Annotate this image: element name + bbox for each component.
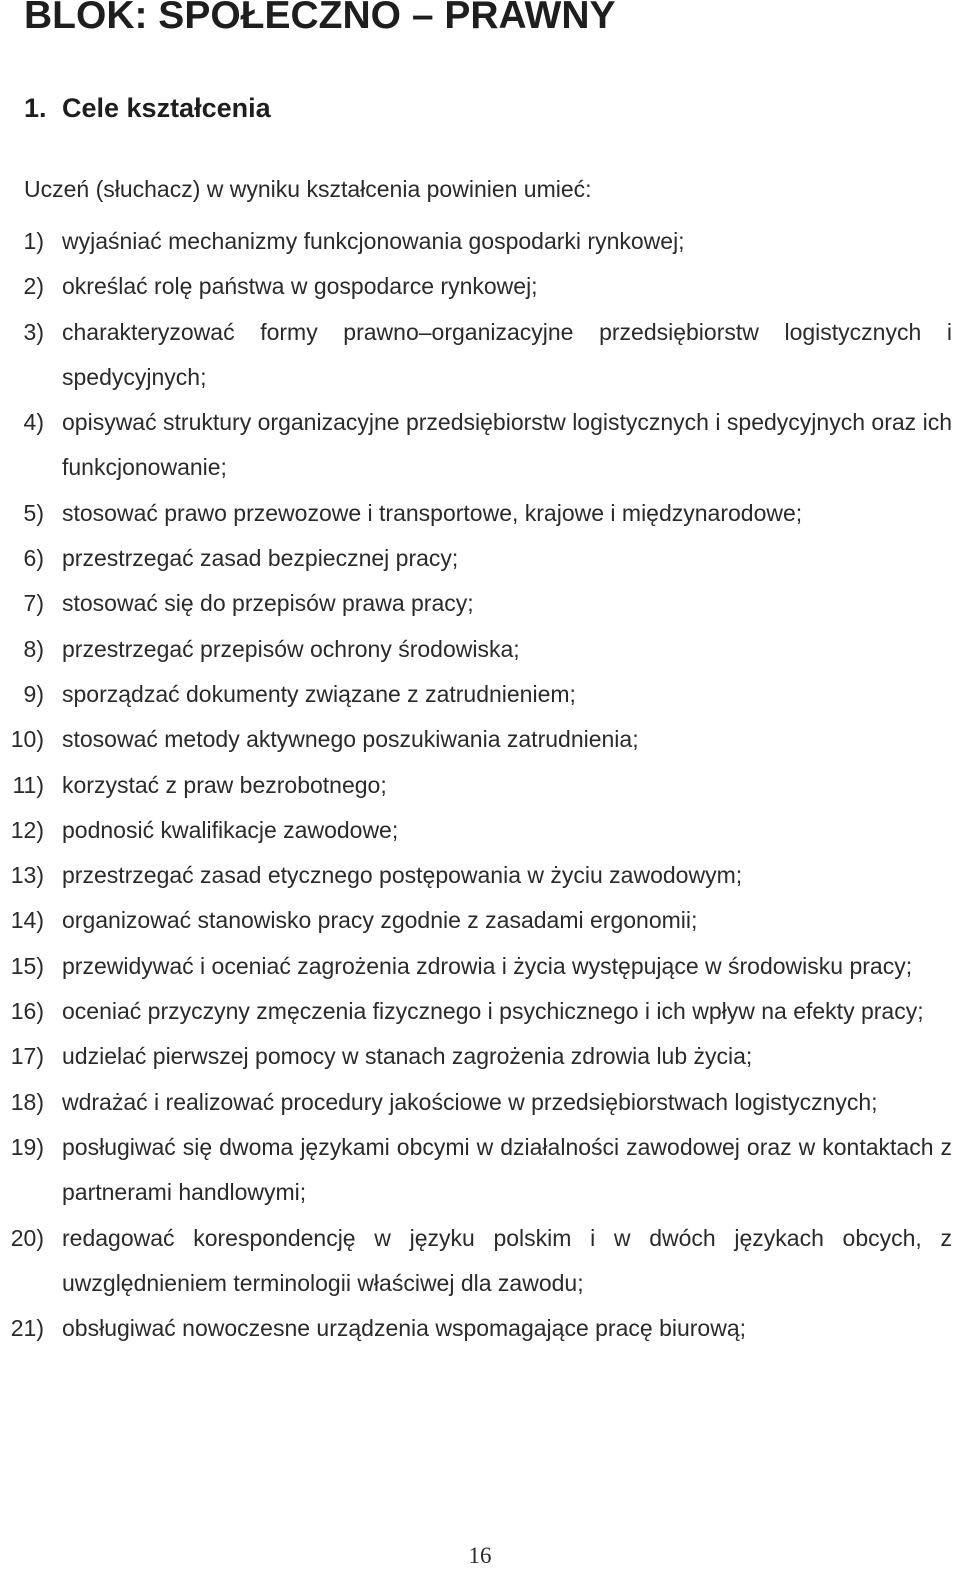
item-number: 13) xyxy=(10,862,44,889)
item-number: 19) xyxy=(10,1133,44,1160)
item-number: 17) xyxy=(10,1043,44,1070)
item-number: 6) xyxy=(23,545,44,572)
item-number: 14) xyxy=(10,907,44,934)
item-text: stosować prawo przewozowe i transportowe, krajowe i międzynarodowe; xyxy=(62,499,803,526)
item-text: posługiwać się dwoma językami obcymi w działalności zawodowej oraz w kontaktach z partnerami handlowymi; xyxy=(62,1133,952,1206)
item-number: 1) xyxy=(23,228,44,254)
block-title: BLOK: SPOŁECZNO – PRAWNY xyxy=(24,0,616,37)
list-item xyxy=(0,763,960,808)
item-number: 8) xyxy=(23,635,44,662)
item-number: 16) xyxy=(10,998,44,1025)
item-number: 12) xyxy=(10,816,44,843)
item-text: redagować korespondencję w języku polskim i w dwóch językach obcych, z uwzględnieniem terminologii właściwej dla zawodu; xyxy=(62,1224,952,1296)
section-number: 1. xyxy=(24,93,47,123)
item-text: wdrażać i realizować procedury jakościowe w przedsiębiorstwach logistycznych; xyxy=(62,1088,878,1115)
list-item xyxy=(0,989,960,1034)
list-item xyxy=(0,808,960,853)
list-item xyxy=(0,898,960,943)
list-item xyxy=(0,264,960,309)
section-heading xyxy=(24,90,271,126)
item-number: 10) xyxy=(10,726,44,753)
item-number: 5) xyxy=(23,499,44,526)
list-item xyxy=(0,400,960,491)
item-text: wyjaśniać mechanizmy funkcjonowania gospodarki rynkowej; xyxy=(62,228,685,254)
item-text: obsługiwać nowoczesne urządzenia wspomagające pracę biurową; xyxy=(62,1315,747,1342)
list-item xyxy=(0,1034,960,1079)
item-text: udzielać pierwszej pomocy w stanach zagrożenia zdrowia lub życia; xyxy=(62,1043,753,1070)
learning-goals-list xyxy=(0,219,960,1351)
item-text: organizować stanowisko pracy zgodnie z zasadami ergonomii; xyxy=(62,907,698,934)
item-number: 20) xyxy=(10,1224,44,1251)
item-number: 2) xyxy=(23,273,44,300)
item-text: sporządzać dokumenty związane z zatrudnieniem; xyxy=(62,680,576,707)
item-number: 4) xyxy=(23,409,44,436)
item-text: przewidywać i oceniać zagrożenia zdrowia i życia występujące w środowisku pracy; xyxy=(62,952,913,979)
item-text: przestrzegać zasad etycznego postępowania w życiu zawodowym; xyxy=(62,862,743,889)
list-item xyxy=(0,536,960,581)
section-title: Cele kształcenia xyxy=(62,93,271,123)
list-item xyxy=(0,1080,960,1125)
list-item xyxy=(0,581,960,626)
list-item xyxy=(0,627,960,672)
item-number: 9) xyxy=(23,680,44,707)
item-number: 15) xyxy=(10,952,44,979)
item-text: stosować się do przepisów prawa pracy; xyxy=(62,590,474,617)
item-text: korzystać z praw bezrobotnego; xyxy=(62,771,387,798)
item-text: przestrzegać zasad bezpiecznej pracy; xyxy=(62,545,459,572)
list-item xyxy=(0,219,960,264)
item-text: opisywać struktury organizacyjne przedsiębiorstw logistycznych i spedycyjnych oraz ich funkcjonowanie; xyxy=(62,409,952,481)
intro-text: Uczeń (słuchacz) w wyniku kształcenia powinien umieć: xyxy=(24,176,592,202)
list-item xyxy=(0,1306,960,1351)
item-number: 3) xyxy=(23,318,44,345)
list-item xyxy=(0,853,960,898)
page-number: 16 xyxy=(468,1543,492,1568)
item-text: określać rolę państwa w gospodarce rynkowej; xyxy=(62,273,538,300)
item-number: 18) xyxy=(10,1088,44,1115)
list-item xyxy=(0,672,960,717)
list-item xyxy=(0,1216,960,1307)
item-text: stosować metody aktywnego poszukiwania zatrudnienia; xyxy=(62,726,639,753)
item-number: 21) xyxy=(10,1315,44,1342)
item-number: 11) xyxy=(12,771,44,798)
item-text: charakteryzować formy prawno–organizacyjne przedsiębiorstw logistycznych i spedycyjnych; xyxy=(62,318,952,390)
list-item xyxy=(0,1125,960,1216)
list-item xyxy=(0,491,960,536)
item-text: podnosić kwalifikacje zawodowe; xyxy=(62,816,399,843)
item-text: przestrzegać przepisów ochrony środowiska; xyxy=(62,635,520,662)
item-text: oceniać przyczyny zmęczenia fizycznego i psychicznego i ich wpływ na efekty pracy; xyxy=(62,998,924,1025)
item-number: 7) xyxy=(23,590,44,617)
list-item xyxy=(0,717,960,762)
list-item xyxy=(0,944,960,989)
list-item xyxy=(0,310,960,401)
